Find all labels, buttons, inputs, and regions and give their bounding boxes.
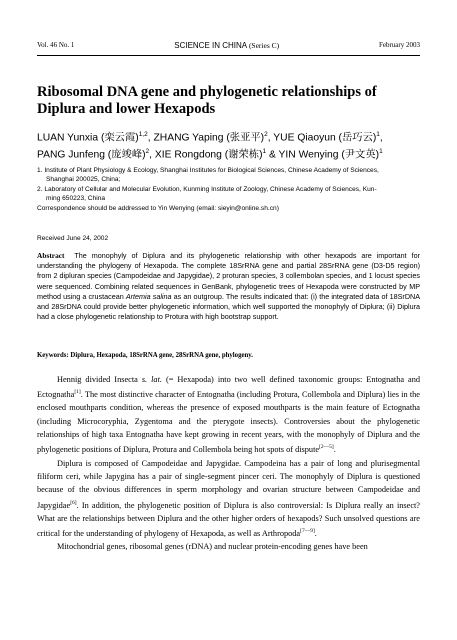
journal-series: (Series C) [248, 40, 280, 50]
author-affiliation-mark: 2 [264, 131, 268, 138]
article-body [37, 373, 420, 554]
author-name: LUAN Yunxia [37, 132, 99, 144]
author-name: YUE Qiaoyun [273, 132, 336, 144]
author-separator: , [147, 132, 154, 144]
author-name: ZHANG Yaping [153, 132, 224, 144]
citation-link[interactable]: [6] [70, 499, 77, 506]
author-affiliation-mark: 2 [145, 148, 150, 156]
author-cjk-name: (张亚平) [226, 132, 265, 144]
body-text: Hennig divided Insecta [57, 375, 138, 384]
author-cjk-name: (栾云霞) [100, 132, 139, 144]
affiliation-2: 2. Laboratory of Cellular and Molecular Evolution, Kunming Institute of Zoology, Chinese Academy of Sciences, Kun- [37, 185, 377, 193]
affiliations [37, 166, 427, 213]
body-italic-term: s. lat. [141, 375, 162, 384]
citation-link[interactable]: [7—9] [300, 528, 315, 535]
abstract-label: Abstract [37, 251, 65, 260]
affiliation-1-continued: Shanghai 200025, China; [46, 176, 121, 184]
citation-link[interactable]: [2—5] [319, 444, 334, 451]
article-title: Ribosomal DNA gene and phylogenetic relationships of Diplura and lower Hexapods [37, 84, 377, 117]
body-text: . [314, 528, 317, 538]
abstract-text: The monophyly of Diplura and its phylogenetic relationship with other hexapods are important for understanding the phylogeny of Hexapoda. The complete 18SrRNA gene and partial 28SrRNA gene (D3-D5 region) from 2 dipluran species (Campodeidae and Japygidae), 2 proturan species, 3 collembolan species, and 1 locust species were sequenced. Combining related sequences in GenBank, phylogenetic trees of Hexapoda were constructed by MP method using a crustacean [37, 251, 420, 301]
author-cjk-name: (尹文英) [341, 149, 380, 161]
body-text: . The most distinctive character of Entognatha (including Protura, Collembola and Diplura) lies in the enclosed mouthparts condition, whereas the presence of exposed mouthparts is the main feature of Ectognatha (including Microcoryphia, Zygentoma and the pterygote insects). Controversies about the phylogenetic relationships of high taxa Entognatha have kept growing in recent years, with the monophyly of Diplura and the phylogenetic positions of Diplura, Protura and Collembola being hot spots of dispute [37, 390, 420, 455]
volume-info: Vol. 46 No. 1 [37, 41, 75, 49]
keywords: Keywords: Diplura, Hexapoda, 18SrRNA gene, 28SrRNA gene, phylogeny. [37, 352, 253, 359]
body-text: . [333, 445, 336, 455]
journal-name [174, 41, 279, 50]
body-text: . In addition, the phylogenetic position of Diplura is also controversial: Is Diplura really an insect? What are the relationships between Diplura and the other higher orders of hexapods? Such unsolved questions are critical for the understanding of phylogeny of Hexapoda, as well as Arthropoda [37, 500, 420, 538]
abstract [37, 251, 420, 322]
author-affiliation-mark: 1,2 [138, 131, 148, 138]
citation-link[interactable]: [1] [74, 389, 81, 396]
abstract-text: as an outgroup. The results indicated that: (i) the integrated data of 18SrDNA and 28SrDNA could provide better phylogenetic information, which well supported the monophyly of Diplura; (ii) Diplura had a close phylogenetic relationship to Protura with high bootstrap support. [37, 291, 421, 322]
author-separator: & [266, 149, 279, 161]
body-text: Diplura is composed of Campodeidae and Japygidae. Campodeina has a pair of long and plurisegmental filiform ceri, while Japygina has a pair of single-segment pincer ceri. The monophyly of Diplura is questioned because of the obvious differences in sperm morphology and ovarian structure between Campodeidae and Japygidae [37, 458, 420, 510]
author-affiliation-mark: 1 [262, 148, 267, 156]
author-cjk-name: (岳巧云) [338, 132, 377, 144]
author-separator: , [379, 132, 383, 144]
author-name: XIE Rongdong [154, 149, 222, 161]
author-separator: , [149, 149, 155, 161]
body-paragraph [37, 373, 420, 457]
issue-date: February 2003 [378, 41, 420, 49]
body-paragraph [37, 457, 420, 541]
affiliation-2-continued: ming 650223, China [46, 195, 106, 203]
author-affiliation-mark: 1 [379, 148, 383, 156]
author-separator: , [267, 132, 274, 144]
author-cjk-name: (谢荣栋) [224, 149, 263, 161]
author-list [37, 128, 432, 163]
author-name: YIN Wenying [278, 149, 339, 161]
body-text: (= Hexapoda) into two well defined taxonomic groups: Entognatha and Ectognatha [37, 375, 421, 400]
running-head [37, 39, 420, 51]
body-paragraph: Mitochondrial genes, ribosomal genes (rDNA) and nuclear protein-encoding genes have been [57, 542, 368, 552]
header-rule [37, 55, 420, 56]
author-affiliation-mark: 1 [376, 131, 380, 138]
correspondence-note: Correspondence should be addressed to Yin Wenying (email: sieyin@online.sh.cn) [37, 204, 279, 212]
abstract-species-name: Artemia salina [125, 291, 172, 301]
author-name: PANG Junfeng [37, 149, 105, 161]
affiliation-1: 1. Institute of Plant Physiology & Ecology, Shanghai Institutes for Biological Sciences, Chinese Academy of Sciences, [37, 167, 379, 174]
journal-title: SCIENCE IN CHINA [174, 40, 247, 50]
received-date: Received June 24, 2002 [37, 235, 109, 242]
author-cjk-name: (庞竣峰) [107, 149, 146, 161]
